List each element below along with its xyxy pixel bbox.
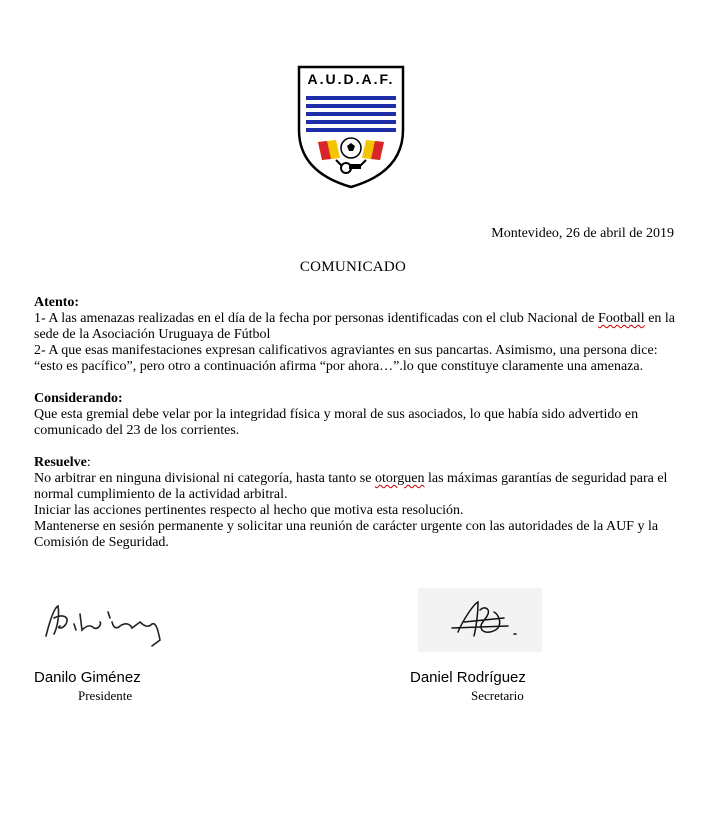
- audaf-logo: [296, 64, 406, 190]
- secretary-signature-box: [418, 588, 542, 652]
- secretary-signature: [418, 588, 542, 652]
- document-title: COMUNICADO: [299, 259, 407, 275]
- spellcheck-word: otorguen: [374, 471, 425, 486]
- president-signature: [40, 600, 170, 650]
- president-role: Presidente: [78, 688, 133, 703]
- resuelve-heading-line: Resuelve:: [34, 455, 91, 470]
- secretary-role: Secretario: [471, 688, 524, 703]
- document-body: [34, 295, 684, 567]
- secretary-name: Daniel Rodríguez: [410, 669, 526, 686]
- resuelve-item-2: Iniciar las acciones pertinentes respecto al hecho que motiva esta resolución.: [34, 503, 464, 518]
- considerando-text: Que esta gremial debe velar por la integridad física y moral de sus asociados, lo que había sido advertido en comunicado del 23 de los corrientes.: [34, 407, 639, 438]
- resuelve-heading: Resuelve: [34, 455, 87, 470]
- considerando-section: [34, 391, 684, 439]
- resuelve-section: [34, 455, 684, 551]
- resuelve-item-3: Mantenerse en sesión permanente y solicitar una reunión de carácter urgente con las autoridades de la AUF y la Comisión de Seguridad.: [34, 519, 659, 550]
- president-name: Danilo Giménez: [34, 669, 141, 686]
- atento-section: [34, 295, 684, 375]
- logo-text: A.U.D.A.F.: [307, 71, 395, 87]
- atento-heading: Atento:: [34, 295, 80, 310]
- considerando-heading: Considerando:: [34, 391, 123, 406]
- atento-item-2: 2- A que esas manifestaciones expresan calificativos agraviantes en sus pancartas. Asimismo, una persona dice: “esto es pacífico”, pero otro a continuación afirma “por ahora…”.lo que constituye claramente una amenaza.: [34, 343, 658, 374]
- spellcheck-word: Football: [598, 311, 645, 326]
- atento-item-1: 1- A las amenazas realizadas en el día de la fecha por personas identificadas con el club Nacional de Football en la sede de la Asociación Uruguaya de Fútbol: [34, 311, 676, 342]
- resuelve-item-1: No arbitrar en ninguna divisional ni categoría, hasta tanto se otorguen las máximas garantías de seguridad para el normal cumplimiento de la actividad arbitral.: [34, 471, 668, 502]
- date-line: Montevideo, 26 de abril de 2019: [491, 226, 674, 241]
